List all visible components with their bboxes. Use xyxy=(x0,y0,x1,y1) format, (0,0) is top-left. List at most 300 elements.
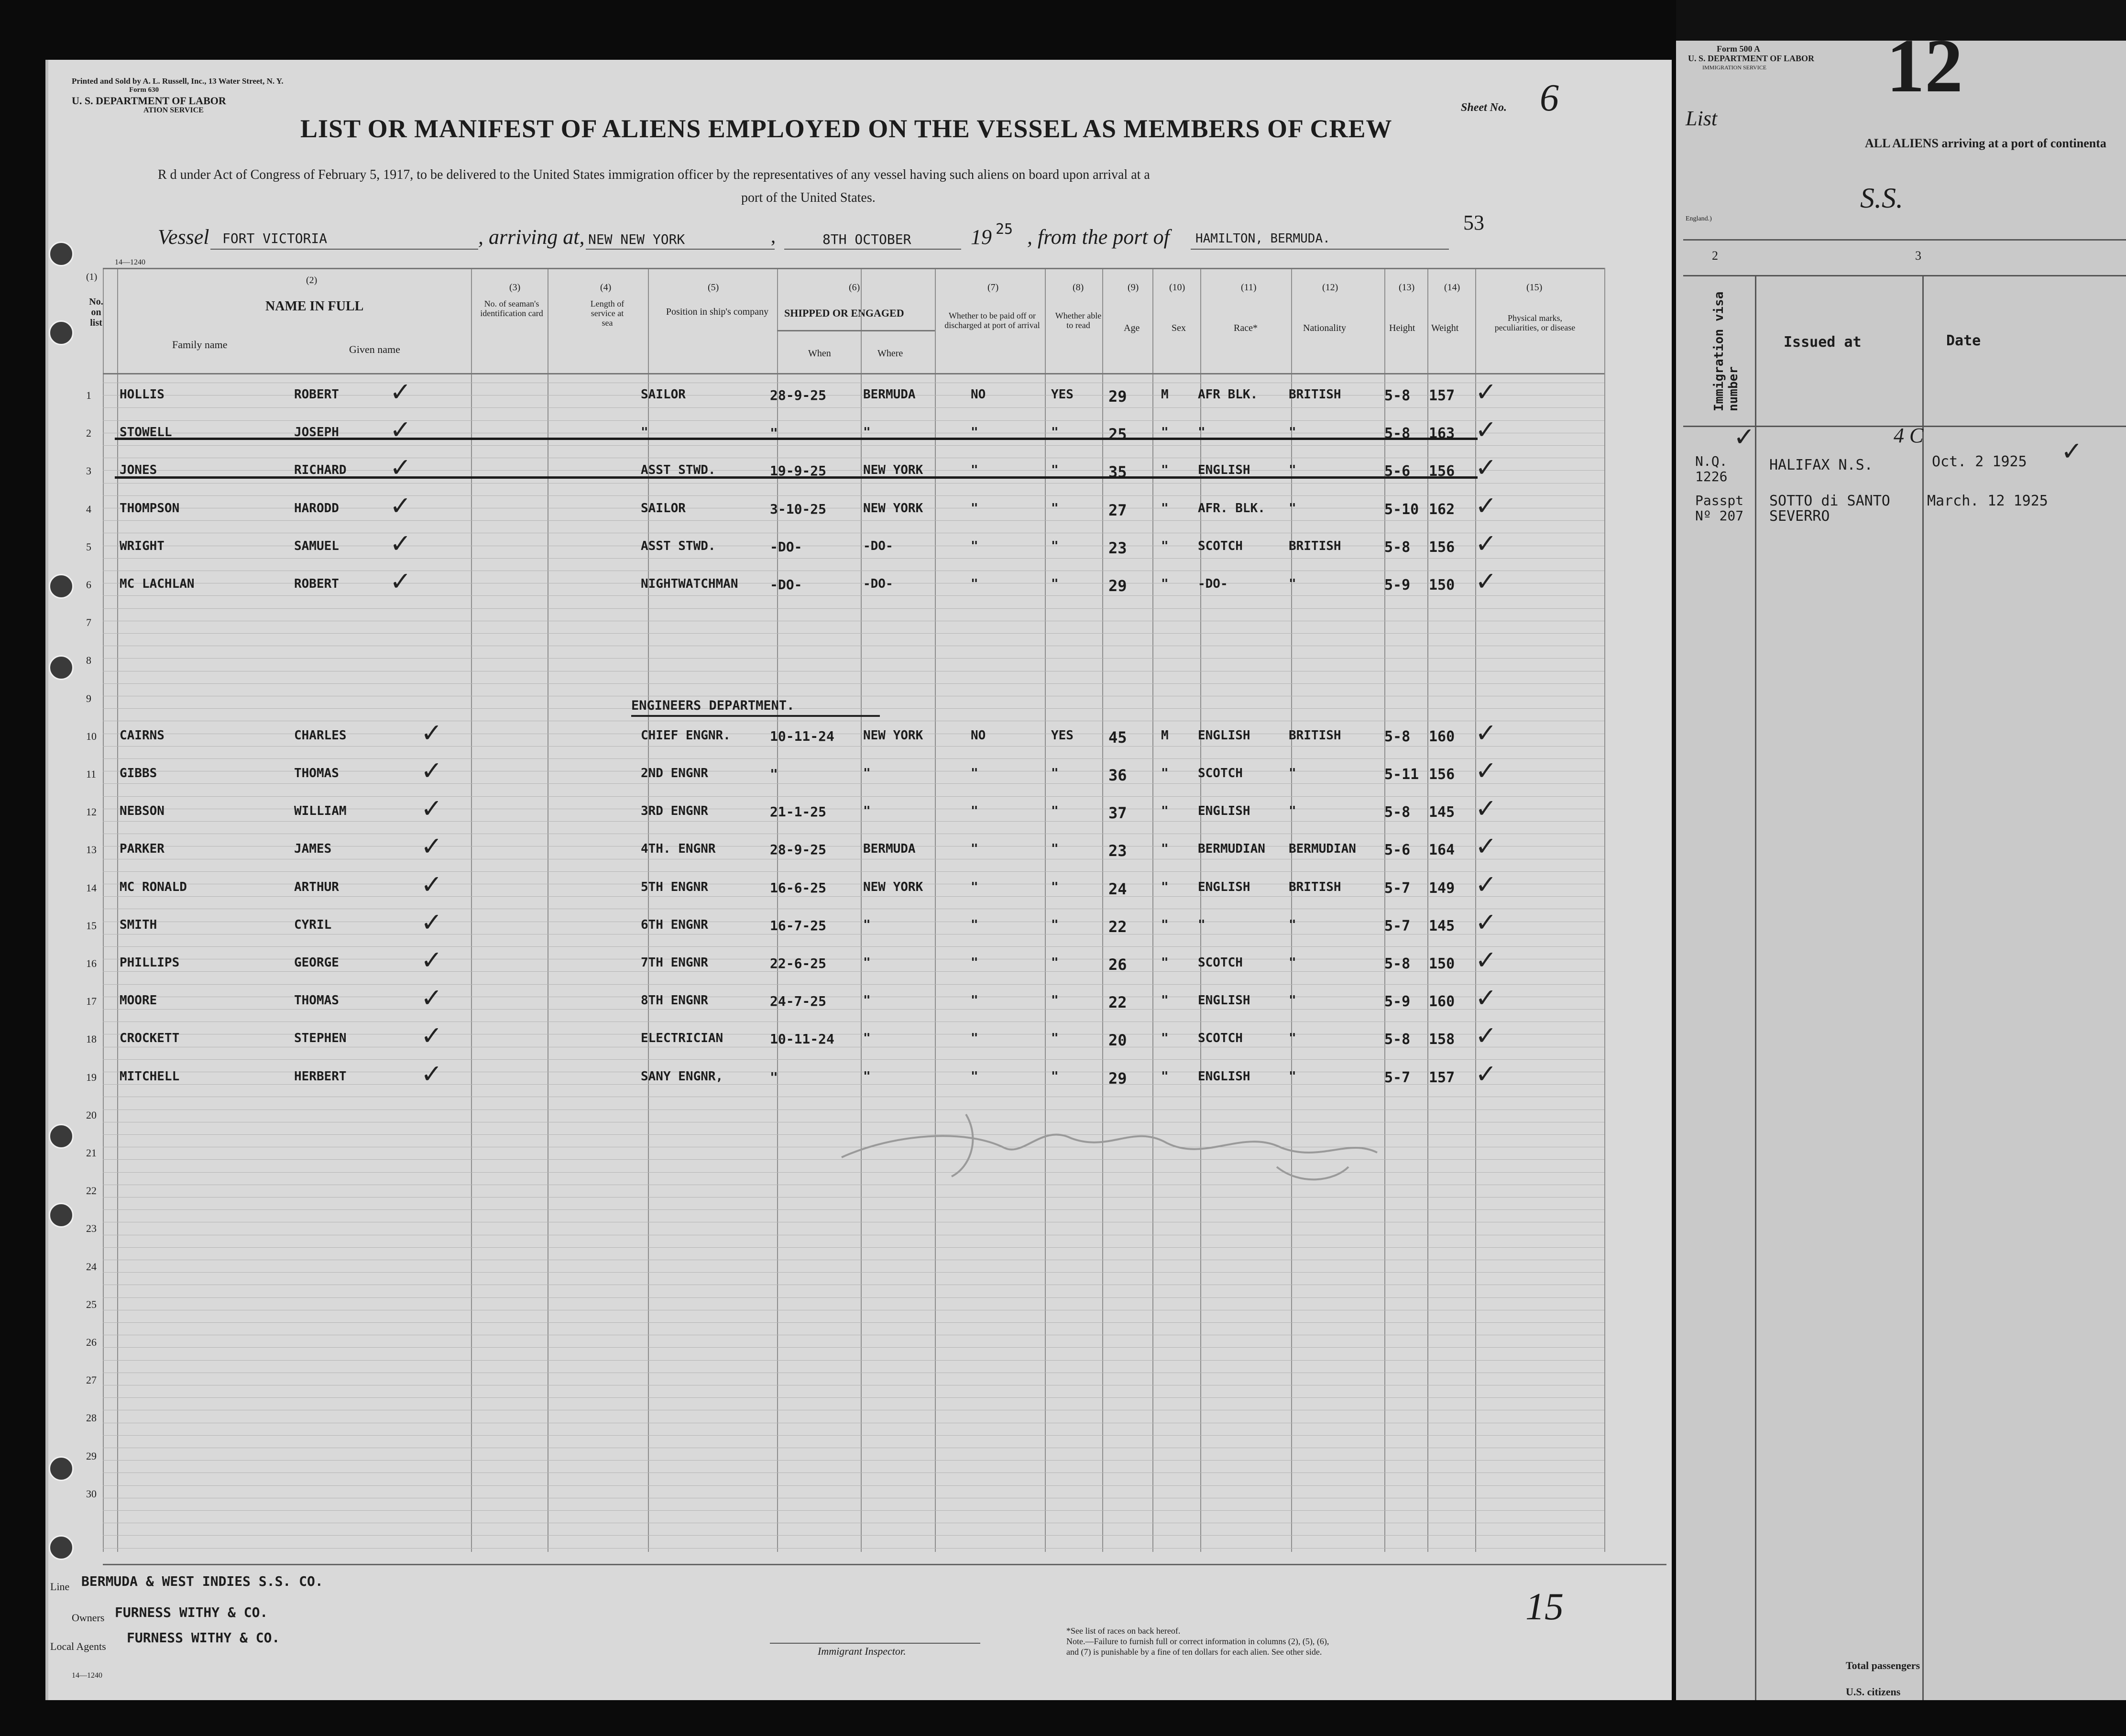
cell-read: " xyxy=(1051,766,1059,780)
cell-no: 27 xyxy=(86,1374,97,1386)
side-r1-visa-b: 1226 xyxy=(1695,469,1728,484)
cell-paid: " xyxy=(971,879,978,894)
cell-race: ENGLISH xyxy=(1198,879,1250,894)
document-title: LIST OR MANIFEST OF ALIENS EMPLOYED ON THE VESSEL AS MEMBERS OF CREW xyxy=(300,114,1392,143)
side-all-aliens: ALL ALIENS arriving at a port of continenta xyxy=(1865,136,2106,150)
cell-race: AFR. BLK. xyxy=(1198,501,1265,516)
cell-age: 20 xyxy=(1108,1031,1127,1050)
cell-height: 5-6 xyxy=(1384,842,1411,859)
ruling-line xyxy=(103,683,1604,684)
cell-where: -DO- xyxy=(863,577,893,591)
cell-nat: BRITISH xyxy=(1289,387,1341,402)
cell-given: STEPHEN xyxy=(294,1031,347,1046)
column-rule xyxy=(1384,268,1385,1552)
checkmark-icon: ✓ xyxy=(421,983,443,1013)
cell-when: -DO- xyxy=(770,577,802,593)
cell-race: ENGLISH xyxy=(1198,1069,1250,1084)
footer-code: 14—1240 xyxy=(72,1671,102,1680)
column-rule xyxy=(1604,268,1605,1552)
column-rule xyxy=(1291,268,1292,1552)
cell-height: 5-6 xyxy=(1384,463,1411,480)
cell-when: 3-10-25 xyxy=(770,501,827,517)
col-weight-header: Weight xyxy=(1431,323,1459,333)
cell-given: SAMUEL xyxy=(294,538,339,553)
cell-weight: 163 xyxy=(1429,425,1455,442)
cell-age: 29 xyxy=(1108,387,1127,406)
cell-position: 8TH ENGNR xyxy=(641,993,708,1008)
cell-sex: " xyxy=(1161,577,1169,591)
column-rule xyxy=(103,268,104,1552)
col-no-header: No. on list xyxy=(89,297,103,328)
cell-race: ENGLISH xyxy=(1198,728,1250,743)
cell-given: CYRIL xyxy=(294,917,332,932)
cell-race: ENGLISH xyxy=(1198,463,1250,478)
ruling-line xyxy=(103,1322,1604,1323)
cell-height: 5-8 xyxy=(1384,425,1411,442)
cell-no: 13 xyxy=(86,844,97,856)
cell-read: YES xyxy=(1051,728,1074,743)
cell-family: NEBSON xyxy=(120,804,164,819)
cell-sex: " xyxy=(1161,804,1169,819)
col-physical-marks-header: Physical marks, peculiarities, or disease xyxy=(1494,313,1576,332)
checkmark-icon: ✓ xyxy=(421,869,443,900)
col-nationality-header: Nationality xyxy=(1303,323,1346,333)
ruling-line xyxy=(103,1510,1604,1511)
checkmark-icon: ✓ xyxy=(390,415,412,445)
cell-paid: " xyxy=(971,577,978,591)
cell-height: 5-8 xyxy=(1384,956,1411,972)
cell-read: " xyxy=(1051,425,1059,440)
cell-weight: 150 xyxy=(1429,956,1455,972)
checkmark-icon: ✓ xyxy=(390,566,412,596)
checkmark-icon: ✓ xyxy=(1475,490,1497,521)
checkmark-icon: ✓ xyxy=(1475,452,1497,483)
cell-given: JAMES xyxy=(294,842,332,857)
ruling-line xyxy=(103,1472,1604,1473)
cell-family: CAIRNS xyxy=(120,728,164,743)
cell-height: 5-8 xyxy=(1384,1031,1411,1048)
side-department: U. S. DEPARTMENT OF LABOR xyxy=(1688,54,1815,63)
cell-paid: " xyxy=(971,463,978,478)
cell-given: JOSEPH xyxy=(294,425,339,440)
strike-row-3 xyxy=(115,476,1478,479)
checkmark-icon: ✓ xyxy=(1475,945,1497,975)
cell-paid: " xyxy=(971,501,978,516)
cell-nat: BERMUDIAN xyxy=(1289,842,1356,857)
column-rule xyxy=(935,268,936,1552)
cell-given: GEORGE xyxy=(294,956,339,970)
cell-read: " xyxy=(1051,804,1059,819)
cell-sex: " xyxy=(1161,993,1169,1008)
cell-race: AFR BLK. xyxy=(1198,387,1258,402)
punch-hole xyxy=(49,574,74,599)
cell-age: 27 xyxy=(1108,501,1127,519)
cell-family: MC LACHLAN xyxy=(120,577,195,591)
cell-when: 28-9-25 xyxy=(770,387,827,403)
cell-where: BERMUDA xyxy=(863,842,916,857)
cell-age: 29 xyxy=(1108,1069,1127,1088)
cell-no: 28 xyxy=(86,1412,97,1424)
cell-nat: " xyxy=(1289,1031,1296,1046)
cell-no: 4 xyxy=(86,503,91,515)
side-form: Form 500 A xyxy=(1717,44,1760,54)
ruling-line xyxy=(103,1209,1604,1210)
punch-hole xyxy=(49,1203,74,1228)
cell-paid: " xyxy=(971,993,978,1008)
header-rule xyxy=(103,268,1604,269)
cell-nat: " xyxy=(1289,577,1296,591)
side-us-citizens: U.S. citizens xyxy=(1846,1686,1901,1698)
col-shipped-header: SHIPPED OR ENGAGED xyxy=(784,307,904,319)
cell-paid: " xyxy=(971,804,978,819)
owners-label: Owners xyxy=(72,1612,105,1624)
arriving-label: , arriving at, xyxy=(478,225,585,249)
side-r2-issued-a: SOTTO di SANTO xyxy=(1769,493,1890,509)
sheet-number: 6 xyxy=(1540,77,1559,119)
cell-when: 16-6-25 xyxy=(770,879,827,896)
punch-hole xyxy=(49,1456,74,1481)
from-label: , from the port of xyxy=(1027,225,1170,249)
side-r1-note: 4 C xyxy=(1894,424,1924,447)
cell-no: 23 xyxy=(86,1222,97,1235)
cell-height: 5-8 xyxy=(1384,804,1411,821)
cell-nat: BRITISH xyxy=(1289,728,1341,743)
cell-race: SCOTCH xyxy=(1198,766,1243,780)
cell-weight: 150 xyxy=(1429,577,1455,593)
cell-position: SAILOR xyxy=(641,501,686,516)
cell-no: 9 xyxy=(86,692,91,704)
agents-label: Local Agents xyxy=(50,1640,106,1652)
cell-weight: 158 xyxy=(1429,1031,1455,1048)
arrival-date: 8TH OCTOBER xyxy=(822,231,911,247)
cell-given: HERBERT xyxy=(294,1069,347,1084)
cell-no: 30 xyxy=(86,1487,97,1500)
cell-read: " xyxy=(1051,842,1059,857)
cell-nat: " xyxy=(1289,501,1296,516)
checkmark-icon: ✓ xyxy=(390,490,412,521)
ruling-line xyxy=(103,1360,1604,1361)
inspector-label: Immigrant Inspector. xyxy=(818,1645,906,1657)
cell-race: " xyxy=(1198,425,1205,440)
cell-read: " xyxy=(1051,538,1059,553)
cell-read: " xyxy=(1051,1031,1059,1046)
printer-line: Printed and Sold by A. L. Russell, Inc., 13 Water Street, N. Y. xyxy=(72,77,284,86)
ruling-line xyxy=(103,608,1604,609)
cell-when: " xyxy=(770,425,778,441)
cell-read: YES xyxy=(1051,387,1074,402)
cell-age: 26 xyxy=(1108,956,1127,974)
stamp-number: 53 xyxy=(1463,211,1484,234)
ruling-line xyxy=(103,971,1604,972)
cell-no: 14 xyxy=(86,881,97,894)
cell-where: NEW YORK xyxy=(863,463,923,478)
cell-when: 24-7-25 xyxy=(770,993,827,1010)
footnote-1: *See list of races on back hereof. xyxy=(1066,1626,1181,1636)
side-list-label: List xyxy=(1686,107,1718,130)
ruling-line xyxy=(103,758,1604,759)
cell-read: " xyxy=(1051,463,1059,478)
punch-hole xyxy=(49,320,74,345)
inspector-signature xyxy=(822,1095,1420,1191)
col-read-header: Whether able to read xyxy=(1055,311,1102,330)
cell-position: CHIEF ENGNR. xyxy=(641,728,731,743)
ruling-line xyxy=(103,1485,1604,1486)
cell-sex: " xyxy=(1161,538,1169,553)
cell-no: 6 xyxy=(86,579,91,591)
cell-position: " xyxy=(641,425,648,440)
ruling-line xyxy=(103,558,1604,559)
cell-given: CHARLES xyxy=(294,728,347,743)
cell-family: GIBBS xyxy=(120,766,157,780)
cell-position: ELECTRICIAN xyxy=(641,1031,723,1046)
engineers-department-heading: ENGINEERS DEPARTMENT. xyxy=(631,698,795,713)
cell-no: 22 xyxy=(86,1185,97,1197)
cell-where: BERMUDA xyxy=(863,387,916,402)
ruling-line xyxy=(103,633,1604,634)
cell-paid: " xyxy=(971,538,978,553)
cell-height: 5-10 xyxy=(1384,501,1419,518)
cell-race: SCOTCH xyxy=(1198,956,1243,970)
ruling-line xyxy=(103,1297,1604,1298)
agents-value: FURNESS WITHY & CO. xyxy=(127,1630,280,1646)
cell-race: " xyxy=(1198,917,1205,932)
cell-height: 5-9 xyxy=(1384,993,1411,1011)
subtitle-line-1: R d under Act of Congress of February 5, 1917, to be delivered to the United States immigration officer by the representatives of any vessel having such aliens on board upon arrival at a xyxy=(158,167,1150,182)
cell-when: 22-6-25 xyxy=(770,956,827,971)
ruling-line xyxy=(103,520,1604,521)
cell-paid: " xyxy=(971,842,978,857)
col-sex-header: Sex xyxy=(1172,323,1186,333)
checkmark-icon: ✓ xyxy=(1475,869,1497,900)
cell-family: WRIGHT xyxy=(120,538,164,553)
cell-paid: " xyxy=(971,917,978,932)
punch-hole xyxy=(49,1124,74,1149)
cell-no: 21 xyxy=(86,1147,97,1159)
checkmark-icon: ✓ xyxy=(1475,528,1497,559)
cell-race: ENGLISH xyxy=(1198,993,1250,1008)
cell-height: 5-7 xyxy=(1384,1069,1411,1086)
checkmark-icon: ✓ xyxy=(1475,793,1497,824)
ruling-line xyxy=(103,495,1604,496)
col-position-header: Position in ship's company xyxy=(666,307,769,317)
cell-read: " xyxy=(1051,501,1059,516)
cell-position: NIGHTWATCHMAN xyxy=(641,577,738,591)
vessel-name: FORT VICTORIA xyxy=(222,231,328,246)
line-value: BERMUDA & WEST INDIES S.S. CO. xyxy=(81,1573,323,1589)
checkmark-icon: ✓ xyxy=(1475,1021,1497,1051)
cell-paid: " xyxy=(971,1069,978,1084)
cell-when: 16-7-25 xyxy=(770,917,827,934)
cell-where: " xyxy=(863,917,871,932)
cell-weight: 145 xyxy=(1429,917,1455,934)
cell-height: 5-11 xyxy=(1384,766,1419,783)
cell-sex: " xyxy=(1161,917,1169,932)
ruling-line xyxy=(103,1347,1604,1348)
when-header: When xyxy=(808,348,831,359)
checkmark-icon: ✓ xyxy=(2061,436,2083,466)
cell-sex: " xyxy=(1161,766,1169,780)
col-length-header: Length of service at sea xyxy=(590,299,625,328)
checkmark-icon: ✓ xyxy=(1475,1058,1497,1089)
cell-age: 23 xyxy=(1108,842,1127,860)
cell-height: 5-8 xyxy=(1384,728,1411,745)
cell-where: " xyxy=(863,425,871,440)
checkmark-icon: ✓ xyxy=(421,907,443,937)
cell-no: 5 xyxy=(86,540,91,553)
cell-age: 37 xyxy=(1108,804,1127,823)
cell-when: 21-1-25 xyxy=(770,804,827,820)
cell-no: 10 xyxy=(86,730,97,742)
where-header: Where xyxy=(877,348,903,359)
cell-weight: 156 xyxy=(1429,538,1455,556)
cell-position: 6TH ENGNR xyxy=(641,917,708,932)
cell-family: STOWELL xyxy=(120,425,172,440)
column-rule xyxy=(1200,268,1201,1552)
ruling-line xyxy=(103,1247,1604,1248)
cell-read: " xyxy=(1051,917,1059,932)
cell-where: " xyxy=(863,1031,871,1046)
ruling-line xyxy=(103,1059,1604,1060)
cell-family: PARKER xyxy=(120,842,164,857)
cell-paid: " xyxy=(971,425,978,440)
cell-family: THOMPSON xyxy=(120,501,180,516)
cell-where: " xyxy=(863,993,871,1008)
side-ss-label: S.S. xyxy=(1860,182,1903,214)
ruling-line xyxy=(103,1272,1604,1273)
cell-read: " xyxy=(1051,993,1059,1008)
cell-sex: " xyxy=(1161,956,1169,970)
cell-family: SMITH xyxy=(120,917,157,932)
cell-sex: " xyxy=(1161,425,1169,440)
cell-read: " xyxy=(1051,1069,1059,1084)
checkmark-icon: ✓ xyxy=(421,793,443,824)
column-rule xyxy=(117,268,118,1552)
checkmark-icon: ✓ xyxy=(1475,831,1497,862)
checkmark-icon: ✓ xyxy=(421,717,443,748)
cell-read: " xyxy=(1051,577,1059,591)
cell-weight: 162 xyxy=(1429,501,1455,518)
cell-no: 15 xyxy=(86,919,97,932)
cell-position: 4TH. ENGNR xyxy=(641,842,716,857)
footnote-2: Note.—Failure to furnish full or correct information in columns (2), (5), (6), xyxy=(1066,1637,1329,1646)
cell-position: SAILOR xyxy=(641,387,686,402)
cell-weight: 149 xyxy=(1429,879,1455,897)
form-code: 14—1240 xyxy=(115,258,145,266)
cell-position: ASST STWD. xyxy=(641,463,716,478)
cell-height: 5-9 xyxy=(1384,577,1411,593)
cell-no: 8 xyxy=(86,654,91,667)
cell-weight: 145 xyxy=(1429,804,1455,821)
side-date-header: Date xyxy=(1946,332,1981,349)
cell-given: THOMAS xyxy=(294,766,339,780)
year-label: 19 xyxy=(971,225,992,249)
cell-family: MOORE xyxy=(120,993,157,1008)
cell-sex: " xyxy=(1161,879,1169,894)
cell-weight: 157 xyxy=(1429,1069,1455,1086)
cell-age: 22 xyxy=(1108,993,1127,1012)
cell-position: 2ND ENGNR xyxy=(641,766,708,780)
punch-hole xyxy=(49,242,74,266)
checkmark-icon: ✓ xyxy=(421,831,443,862)
cell-family: MC RONALD xyxy=(120,879,187,894)
cell-where: " xyxy=(863,956,871,970)
checkmark-icon: ✓ xyxy=(1475,415,1497,445)
cell-no: 1 xyxy=(86,389,91,401)
ruling-line xyxy=(103,984,1604,985)
column-rule xyxy=(861,268,862,1552)
vessel-label: Vessel xyxy=(158,225,209,249)
cell-where: " xyxy=(863,804,871,819)
cell-when: " xyxy=(770,766,778,782)
cell-no: 7 xyxy=(86,616,91,629)
checkmark-icon: ✓ xyxy=(421,945,443,975)
cell-position: 3RD ENGNR xyxy=(641,804,708,819)
cell-when: 19-9-25 xyxy=(770,463,827,479)
cell-paid: " xyxy=(971,1031,978,1046)
cell-age: 45 xyxy=(1108,728,1127,747)
cell-weight: 157 xyxy=(1429,387,1455,404)
cell-when: " xyxy=(770,1069,778,1085)
cell-weight: 156 xyxy=(1429,463,1455,480)
cell-where: NEW YORK xyxy=(863,879,923,894)
cell-given: ARTHUR xyxy=(294,879,339,894)
cell-age: 35 xyxy=(1108,463,1127,482)
side-england: England.) xyxy=(1686,215,1712,222)
ruling-line xyxy=(103,1548,1604,1549)
cell-height: 5-7 xyxy=(1384,917,1411,934)
cell-given: WILLIAM xyxy=(294,804,347,819)
cell-where: NEW YORK xyxy=(863,728,923,743)
checkmark-icon: ✓ xyxy=(1475,983,1497,1013)
checkmark-icon: ✓ xyxy=(390,528,412,559)
cell-weight: 160 xyxy=(1429,993,1455,1011)
cell-family: PHILLIPS xyxy=(120,956,180,970)
cell-nat: " xyxy=(1289,917,1296,932)
cell-sex: " xyxy=(1161,501,1169,516)
cell-weight: 164 xyxy=(1429,842,1455,859)
ruling-line xyxy=(103,708,1604,709)
checkmark-icon: ✓ xyxy=(421,1021,443,1051)
cell-paid: NO xyxy=(971,387,986,402)
side-total-passengers: Total passengers xyxy=(1846,1659,1920,1671)
cell-weight: 156 xyxy=(1429,766,1455,783)
cell-given: HARODD xyxy=(294,501,339,516)
col-seaman-card-header: No. of seaman's identification card xyxy=(480,299,543,318)
side-r1-date: Oct. 2 1925 xyxy=(1932,453,2027,470)
side-r2-visa-a: Passpt xyxy=(1695,493,1744,508)
cell-no: 2 xyxy=(86,427,91,439)
cell-sex: " xyxy=(1161,1069,1169,1084)
checkmark-icon: ✓ xyxy=(1475,566,1497,596)
checkmark-icon: ✓ xyxy=(1733,422,1755,452)
checkmark-icon: ✓ xyxy=(1475,756,1497,786)
cell-sex: M xyxy=(1161,728,1169,743)
ruling-line xyxy=(103,1435,1604,1436)
ruling-line xyxy=(103,595,1604,596)
cell-height: 5-7 xyxy=(1384,879,1411,897)
header-rule xyxy=(103,373,1604,374)
strike-row-2 xyxy=(115,438,1478,440)
cell-height: 5-8 xyxy=(1384,538,1411,556)
ruling-line xyxy=(103,407,1604,408)
cell-age: 22 xyxy=(1108,917,1127,936)
side-r2-date: March. 12 1925 xyxy=(1927,493,2048,509)
side-visa-header: Immigration visa number xyxy=(1712,291,1741,411)
ruling-line xyxy=(103,420,1604,421)
column-rule xyxy=(1045,268,1046,1552)
cell-nat: " xyxy=(1289,463,1296,478)
ruling-line xyxy=(103,1084,1604,1085)
